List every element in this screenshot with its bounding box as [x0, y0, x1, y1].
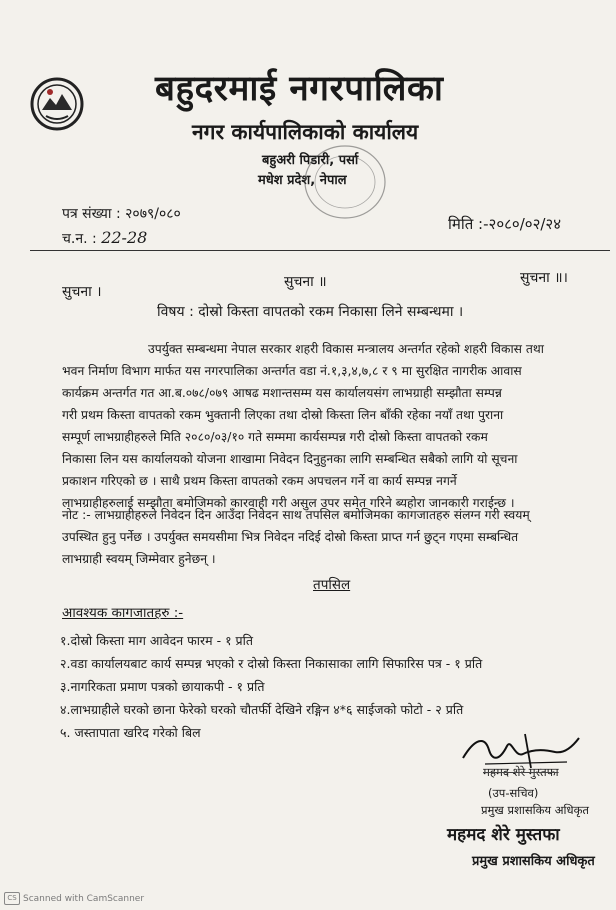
- required-documents-heading: आवश्यक कागजातहरु :-: [62, 605, 184, 621]
- document-item: २.वडा कार्यालयबाट कार्य सम्पन्न भएको र दोस्रो किस्ता निकासाका लागि सिफारिस पत्र - १ प्रति: [60, 656, 483, 671]
- municipality-emblem-icon: [28, 74, 86, 132]
- notice-label-1: सुचना ।: [62, 284, 102, 300]
- dispatch-label: च.न. :: [62, 231, 97, 247]
- document-item: ४.लाभग्राहीले घरको छाना फेरेको घरको चौतर्फी देखिने रङ्गिन ४*६ साईजको फोटो - २ प्रति: [60, 702, 464, 717]
- camscanner-icon: CS: [4, 892, 20, 905]
- office-stamp-icon: [300, 140, 390, 224]
- notice-label-2: सुचना ॥: [284, 274, 327, 290]
- scanner-text: Scanned with CamScanner: [23, 894, 145, 904]
- note-line: नोट :- लाभग्राहीहरुले निवेदन दिन आउँदा निवेदन साथ तपसिल बमोजिमका कागजातहरु संलग्न गरी स्वयम्: [62, 508, 530, 522]
- signatory-printed-name: महमद शेरे मुस्तफा: [447, 825, 560, 845]
- document-item: ५. जस्तापाता खरिद गरेको बिल: [60, 725, 201, 740]
- signatory-title-small: प्रमुख प्रशासकिय अधिकृत: [481, 803, 589, 817]
- tapasil-heading: तपसिल: [313, 577, 351, 593]
- reference-number: पत्र संख्या : २०७९/०८०: [62, 206, 181, 222]
- document-item: ३.नागरिकता प्रमाण पत्रको छायाकपी - १ प्रति: [60, 679, 265, 694]
- scanner-watermark: [4, 892, 144, 905]
- paragraph-line: कार्यक्रम अन्तर्गत गत आ.ब.०७८/०७९ आषढ मशान्तसम्म यस कार्यालयसंग लाभग्राही सम्झौता सम्पन्न: [62, 386, 502, 400]
- header-divider: [30, 250, 610, 251]
- subject-line: विषय : दोस्रो किस्ता वापतको रकम निकासा लिने सम्बन्धमा ।: [157, 304, 464, 320]
- note-line: लाभग्राही स्वयम् जिम्मेवार हुनेछन् ।: [62, 552, 216, 566]
- paragraph-line: लाभग्राहीहरुलाई सम्झौता बमोजिमको कारवाही गरी असुल उपर समेत गरिने ब्यहोरा जानकारी गराईन्छ ।: [62, 496, 515, 510]
- signatory-handwritten-name: महमद शेरे मुस्तफा: [483, 765, 559, 779]
- dispatch-number: [62, 228, 147, 248]
- note-line: उपस्थित हुनु पर्नेछ । उपर्युक्त समयसीमा भित्र निवेदन नदिई दोस्रो किस्ता प्राप्त गर्न छुट्न गएमा सम्बन्धित: [62, 530, 519, 544]
- signatory-handwritten-role: (उप-सचिव): [488, 786, 539, 800]
- paragraph-line: सम्पूर्ण लाभग्राहीहरुले मिति २०८०/०३/१० गते सम्ममा कार्यसम्पन्न गरी दोस्रो किस्ता वापतको रकम: [62, 430, 488, 444]
- paragraph-line: भवन निर्माण विभाग मार्फत यस नगरपालिका अन्तर्गत वडा नं.१,३,४,७,८ र ९ मा सुरक्षित नागरीक आवास: [62, 364, 522, 378]
- paragraph-line: उपर्युक्त सम्बन्धमा नेपाल सरकार शहरी विकास मन्त्रालय अन्तर्गत रहेको शहरी विकास तथा: [148, 342, 544, 356]
- municipality-title: बहुदरमाई नगरपालिका: [155, 69, 444, 109]
- address-line-1: बहुअरी पिडारी, पर्सा: [262, 153, 359, 168]
- note-paragraph: [62, 504, 610, 570]
- paragraph-line: निकासा लिन यस कार्यालयको योजना शाखामा निवेदन दिनुहुनका लागि सम्बन्धित सबैको लागि यो सूचना: [62, 452, 518, 466]
- paragraph-line: गरी प्रथम किस्ता वापतको रकम भुक्तानी लिएका तथा दोस्रो किस्ता लिन बाँकी रहेका नयाँ तथा पुराना: [62, 408, 504, 422]
- office-title: नगर कार्यपालिकाको कार्यालय: [192, 120, 419, 144]
- signatory-printed-title: प्रमुख प्रशासकिय अधिकृत: [472, 854, 595, 869]
- address-line-2: मधेश प्रदेश, नेपाल: [258, 173, 347, 188]
- document-item: १.दोस्रो किस्ता माग आवेदन फारम - १ प्रति: [60, 633, 254, 648]
- notice-label-3: सुचना ॥।: [520, 270, 568, 286]
- main-paragraph: [62, 338, 610, 514]
- letter-date: मिति :-२०८०/०२/२४: [448, 215, 562, 233]
- dispatch-value: 22-28: [101, 228, 148, 247]
- paragraph-line: प्रकाशन गरिएको छ । साथै प्रथम किस्ता वापतको रकम अपचलन गर्ने वा कार्य सम्पन्न नगर्ने: [62, 474, 457, 488]
